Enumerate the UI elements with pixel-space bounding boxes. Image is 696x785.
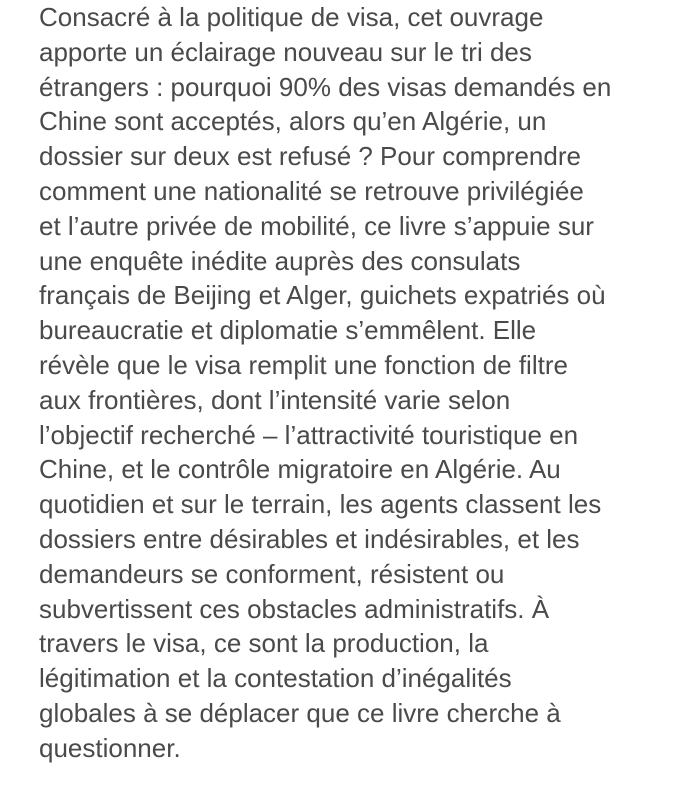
description-line: une enquête inédite auprès des consulats <box>39 245 521 276</box>
description-line: Chine sont acceptés, alors qu’en Algérie, un <box>39 106 547 137</box>
description-line: questionner. <box>39 732 181 763</box>
description-line: quotidien et sur le terrain, les agents classent les <box>39 489 602 520</box>
description-line: aux frontières, dont l’intensité varie selon <box>39 384 511 415</box>
description-line: l’objectif recherché – l’attractivité touristique en <box>39 419 579 450</box>
description-line: globales à se déplacer que ce livre cherche à <box>39 697 561 728</box>
description-line: Consacré à la politique de visa, cet ouvrage <box>39 2 544 32</box>
description-line: bureaucratie et diplomatie s’emmêlent. Elle <box>39 315 537 346</box>
description-line: étrangers : pourquoi 90% des visas demandés en <box>39 71 612 102</box>
description-line: et l’autre privée de mobilité, ce livre s’appuie sur <box>39 210 594 241</box>
description-line: subvertissent ces obstacles administratifs. À <box>39 593 550 624</box>
description-line: demandeurs se conforment, résistent ou <box>39 558 505 589</box>
description-line: dossier sur deux est refusé ? Pour comprendre <box>39 141 581 172</box>
description-line: dossiers entre désirables et indésirables, et les <box>39 523 580 554</box>
description-line: légitimation et la contestation d’inégalités <box>39 663 512 694</box>
description-line: français de Beijing et Alger, guichets expatriés où <box>39 280 606 311</box>
description-line: travers le visa, ce sont la production, la <box>39 628 489 659</box>
book-description <box>39 0 669 766</box>
description-line: comment une nationalité se retrouve privilégiée <box>39 175 584 206</box>
description-line: révèle que le visa remplit une fonction de filtre <box>39 349 568 380</box>
description-line: apporte un éclairage nouveau sur le tri des <box>39 36 532 67</box>
description-line: Chine, et le contrôle migratoire en Algérie. Au <box>39 454 561 485</box>
